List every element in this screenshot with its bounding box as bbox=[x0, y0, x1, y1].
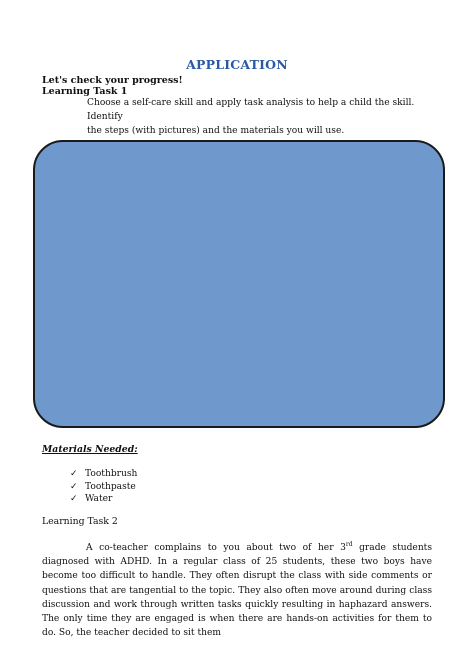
task2-intro-a: A co-teacher complains to you about two of her 3 bbox=[86, 543, 346, 553]
materials-heading: Materials Needed: bbox=[42, 444, 138, 455]
check-icon: ✓ bbox=[70, 481, 78, 492]
check-icon: ✓ bbox=[70, 494, 78, 504]
list-item bbox=[70, 493, 137, 506]
progress-title: Let's check your progress! bbox=[42, 75, 183, 86]
task1-line-1: Choose a self-care skill and apply task analysis to help a child the skill. Identify bbox=[87, 98, 415, 122]
material-label: Water bbox=[85, 494, 113, 504]
ordinal-suffix: rd bbox=[345, 540, 353, 548]
task2-paragraph bbox=[42, 541, 432, 640]
steps-picture-box bbox=[33, 140, 445, 428]
material-label: Toothbrush bbox=[85, 469, 138, 479]
material-label: Toothpaste bbox=[85, 481, 136, 492]
task2-intro-b: grade students diagnosed with ADHD. In a regular class of 25 students, these two boys have become too difficult to handle. They often disrupt the class with side comments or questions that are tangential to the topic. They also often move around during class discussion and work through written tasks quickly resulting in haphazard answers. The only time they are engaged is when there are hands-on activities for them to do. So, the teacher decided to sit them bbox=[42, 543, 432, 639]
list-item bbox=[70, 468, 137, 481]
list-item bbox=[70, 481, 137, 494]
task2-label: Learning Task 2 bbox=[42, 516, 118, 527]
task1-line-2: the steps (with pictures) and the materials you will use. bbox=[87, 126, 345, 136]
check-icon: ✓ bbox=[70, 469, 78, 479]
materials-list bbox=[70, 468, 137, 506]
page-heading: APPLICATION bbox=[186, 57, 288, 72]
task1-label: Learning Task 1 bbox=[42, 86, 128, 97]
task1-instructions bbox=[87, 96, 427, 138]
